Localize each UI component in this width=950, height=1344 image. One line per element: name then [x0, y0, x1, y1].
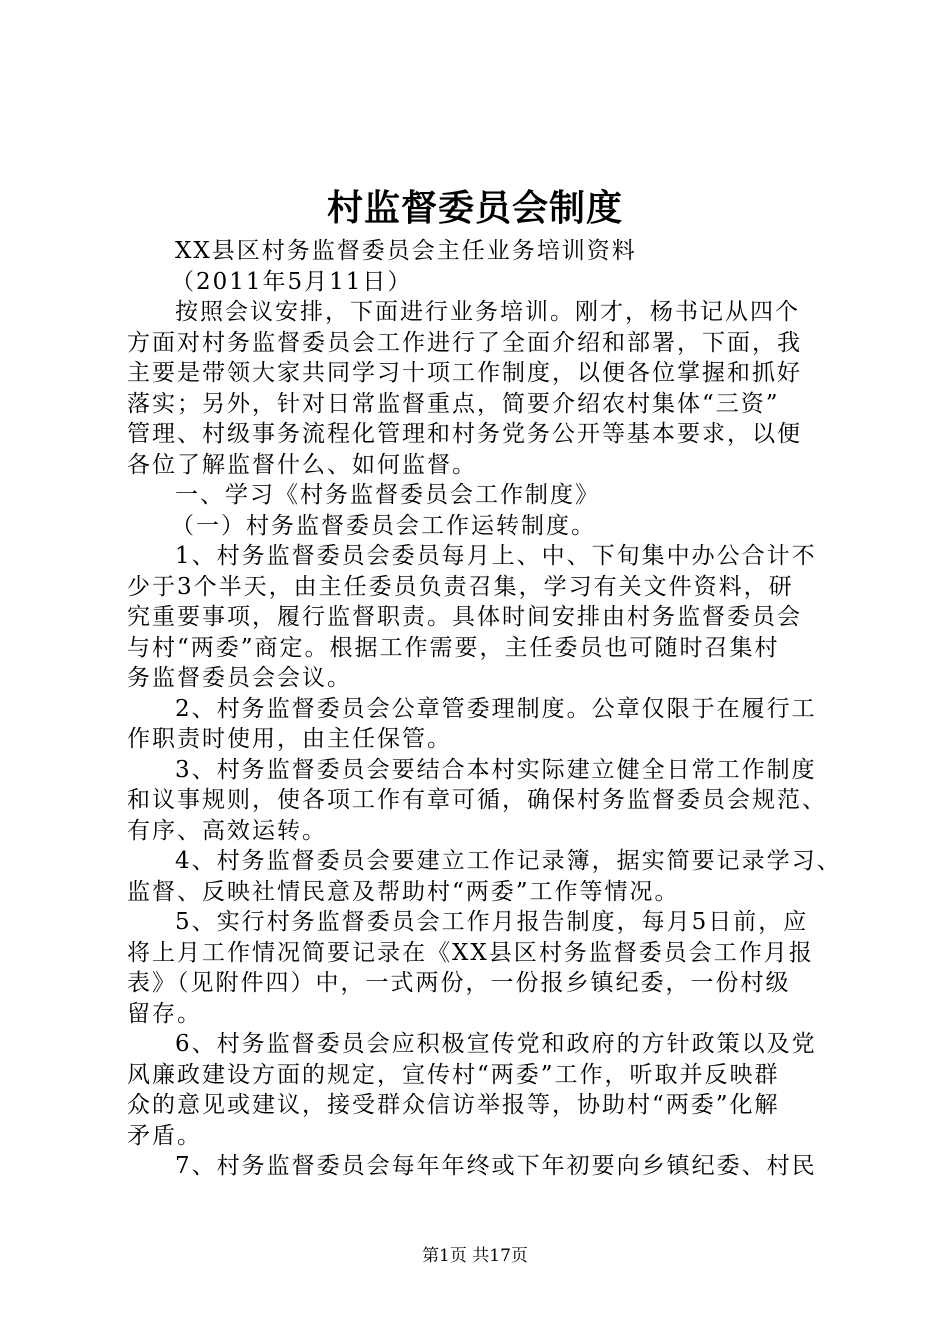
body-line: 矛盾。 — [127, 1122, 202, 1149]
body-line: 留存。 — [127, 1000, 202, 1027]
body-line: （一）村务监督委员会工作运转制度。 — [171, 512, 596, 539]
body-line: 按照会议安排，下面进行业务培训。刚才，杨书记从四个 — [175, 299, 800, 325]
body-line: 究重要事项，履行监督职责。具体时间安排由村务监督委员会 — [127, 604, 802, 630]
body-line: 和议事规则，使各项工作有章可循，确保村务监督委员会规范、 — [127, 787, 827, 813]
body-line: 少于3个半天，由主任委员负责召集，学习有关文件资料，研 — [127, 573, 794, 600]
page-footer: 第1页 共17页 — [422, 1246, 528, 1266]
body-line: 与村“两委”商定。根据工作需要，主任委员也可随时召集村 — [127, 634, 780, 661]
body-line: 7、村务监督委员会每年年终或下年初要向乡镇纪委、村民 — [175, 1153, 817, 1179]
body-line: 风廉政建设方面的规定，宣传村“两委”工作，听取并反映群 — [127, 1061, 780, 1088]
body-line: 各位了解监督什么、如何监督。 — [127, 451, 477, 478]
body-line: （2011年5月11日） — [171, 268, 413, 295]
body-line: 众的意见或建议，接受群众信访举报等，协助村“两委”化解 — [127, 1092, 780, 1118]
body-line: 作职责时使用，由主任保管。 — [127, 726, 452, 752]
document-title: 村监督委员会制度 — [326, 187, 623, 229]
body-line: 务监督委员会会议。 — [127, 665, 352, 691]
body-line: 6、村务监督委员会应积极宣传党和政府的方针政策以及党 — [175, 1031, 817, 1057]
body-line: 2、村务监督委员会公章管委理制度。公章仅限于在履行工 — [175, 695, 817, 722]
body-line: 5、实行村务监督委员会工作月报告制度，每月5日前，应 — [175, 909, 809, 935]
body-line: 表》（见附件四）中，一式两份，一份报乡镇纪委，一份村级 — [127, 970, 791, 996]
document-body — [127, 236, 842, 1182]
body-line: XX县区村务监督委员会主任业务培训资料 — [175, 238, 637, 264]
body-line: 主要是带领大家共同学习十项工作制度，以便各位掌握和抓好 — [127, 360, 802, 386]
body-line: 3、村务监督委员会要结合本村实际建立健全日常工作制度 — [175, 756, 817, 783]
body-line: 有序、高效运转。 — [127, 817, 327, 844]
body-line: 监督、反映社情民意及帮助村“两委”工作等情况。 — [127, 878, 680, 905]
body-line: 4、村务监督委员会要建立工作记录簿，据实简要记录学习、 — [175, 848, 842, 874]
body-line: 落实；另外，针对日常监督重点，简要介绍农村集体“三资” — [127, 390, 780, 417]
body-line: 一、学习《村务监督委员会工作制度》 — [175, 482, 600, 508]
body-line: 方面对村务监督委员会工作进行了全面介绍和部署，下面，我 — [127, 329, 802, 356]
body-line: 1、村务监督委员会委员每月上、中、下旬集中办公合计不 — [175, 543, 817, 569]
body-line: 管理、村级事务流程化管理和村务党务公开等基本要求，以便 — [127, 421, 802, 447]
body-line: 将上月工作情况简要记录在《XX县区村务监督委员会工作月报 — [127, 939, 814, 966]
